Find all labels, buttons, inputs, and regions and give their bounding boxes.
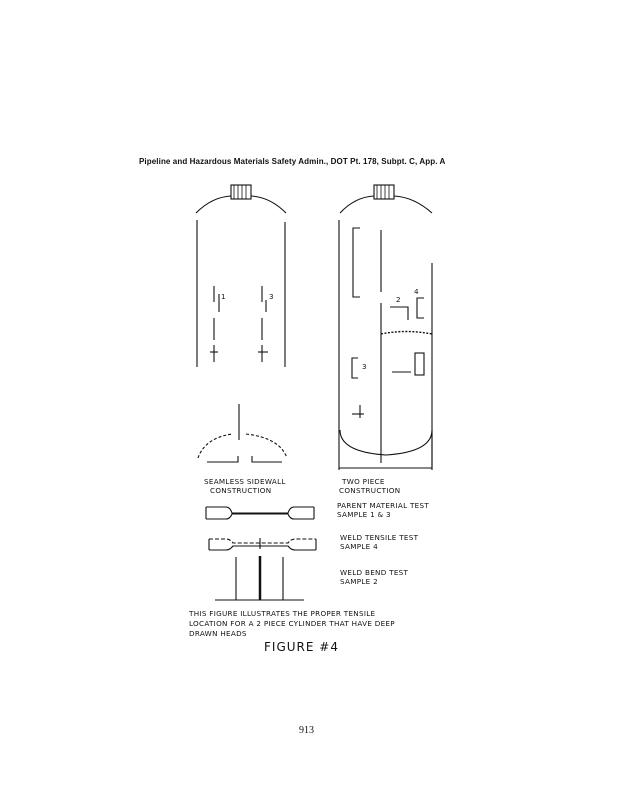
caption-line2: LOCATION FOR A 2 PIECE CYLINDER THAT HAVE DEEP (189, 619, 395, 628)
parent-material-line2: SAMPLE 1 & 3 (337, 510, 391, 519)
figure-caption (189, 609, 395, 639)
parent-material-line1: PARENT MATERIAL TEST (337, 501, 430, 510)
callout-4: 4 (414, 287, 419, 296)
callout-1: 1 (221, 292, 226, 301)
weld-tensile-line2: SAMPLE 4 (340, 542, 378, 551)
caption-line1: THIS FIGURE ILLUSTRATES THE PROPER TENSILE (189, 609, 376, 618)
two-piece-label-line2: CONSTRUCTION (339, 486, 401, 495)
weld-bend-specimen (215, 556, 304, 600)
weld-bend-label (340, 568, 408, 586)
seamless-label (204, 477, 286, 495)
seamless-label-line2: CONSTRUCTION (210, 486, 272, 495)
two-piece-label (339, 477, 400, 495)
weld-bend-line2: SAMPLE 2 (340, 577, 378, 586)
weld-tensile-specimen (209, 538, 316, 550)
weld-tensile-line1: WELD TENSILE TEST (340, 533, 419, 542)
weld-bend-line1: WELD BEND TEST (340, 568, 409, 577)
parent-material-specimen (206, 507, 314, 519)
parent-material-label (337, 501, 429, 519)
seamless-label-line1: SEAMLESS SIDEWALL (204, 477, 286, 486)
callout-3-left: 3 (269, 292, 274, 301)
page-number: 913 (299, 725, 314, 736)
caption-line3: DRAWN HEADS (189, 629, 247, 638)
callout-3-right: 3 (362, 362, 367, 371)
weld-tensile-label (340, 533, 418, 551)
running-header: Pipeline and Hazardous Materials Safety Admin., DOT Pt. 178, Subpt. C, App. A (139, 157, 446, 166)
callout-2: 2 (396, 295, 401, 304)
two-piece-cylinder (339, 185, 432, 470)
seamless-cylinder (196, 185, 287, 462)
two-piece-label-line1: TWO PIECE (342, 477, 385, 486)
figure-title: FIGURE #4 (264, 640, 339, 654)
